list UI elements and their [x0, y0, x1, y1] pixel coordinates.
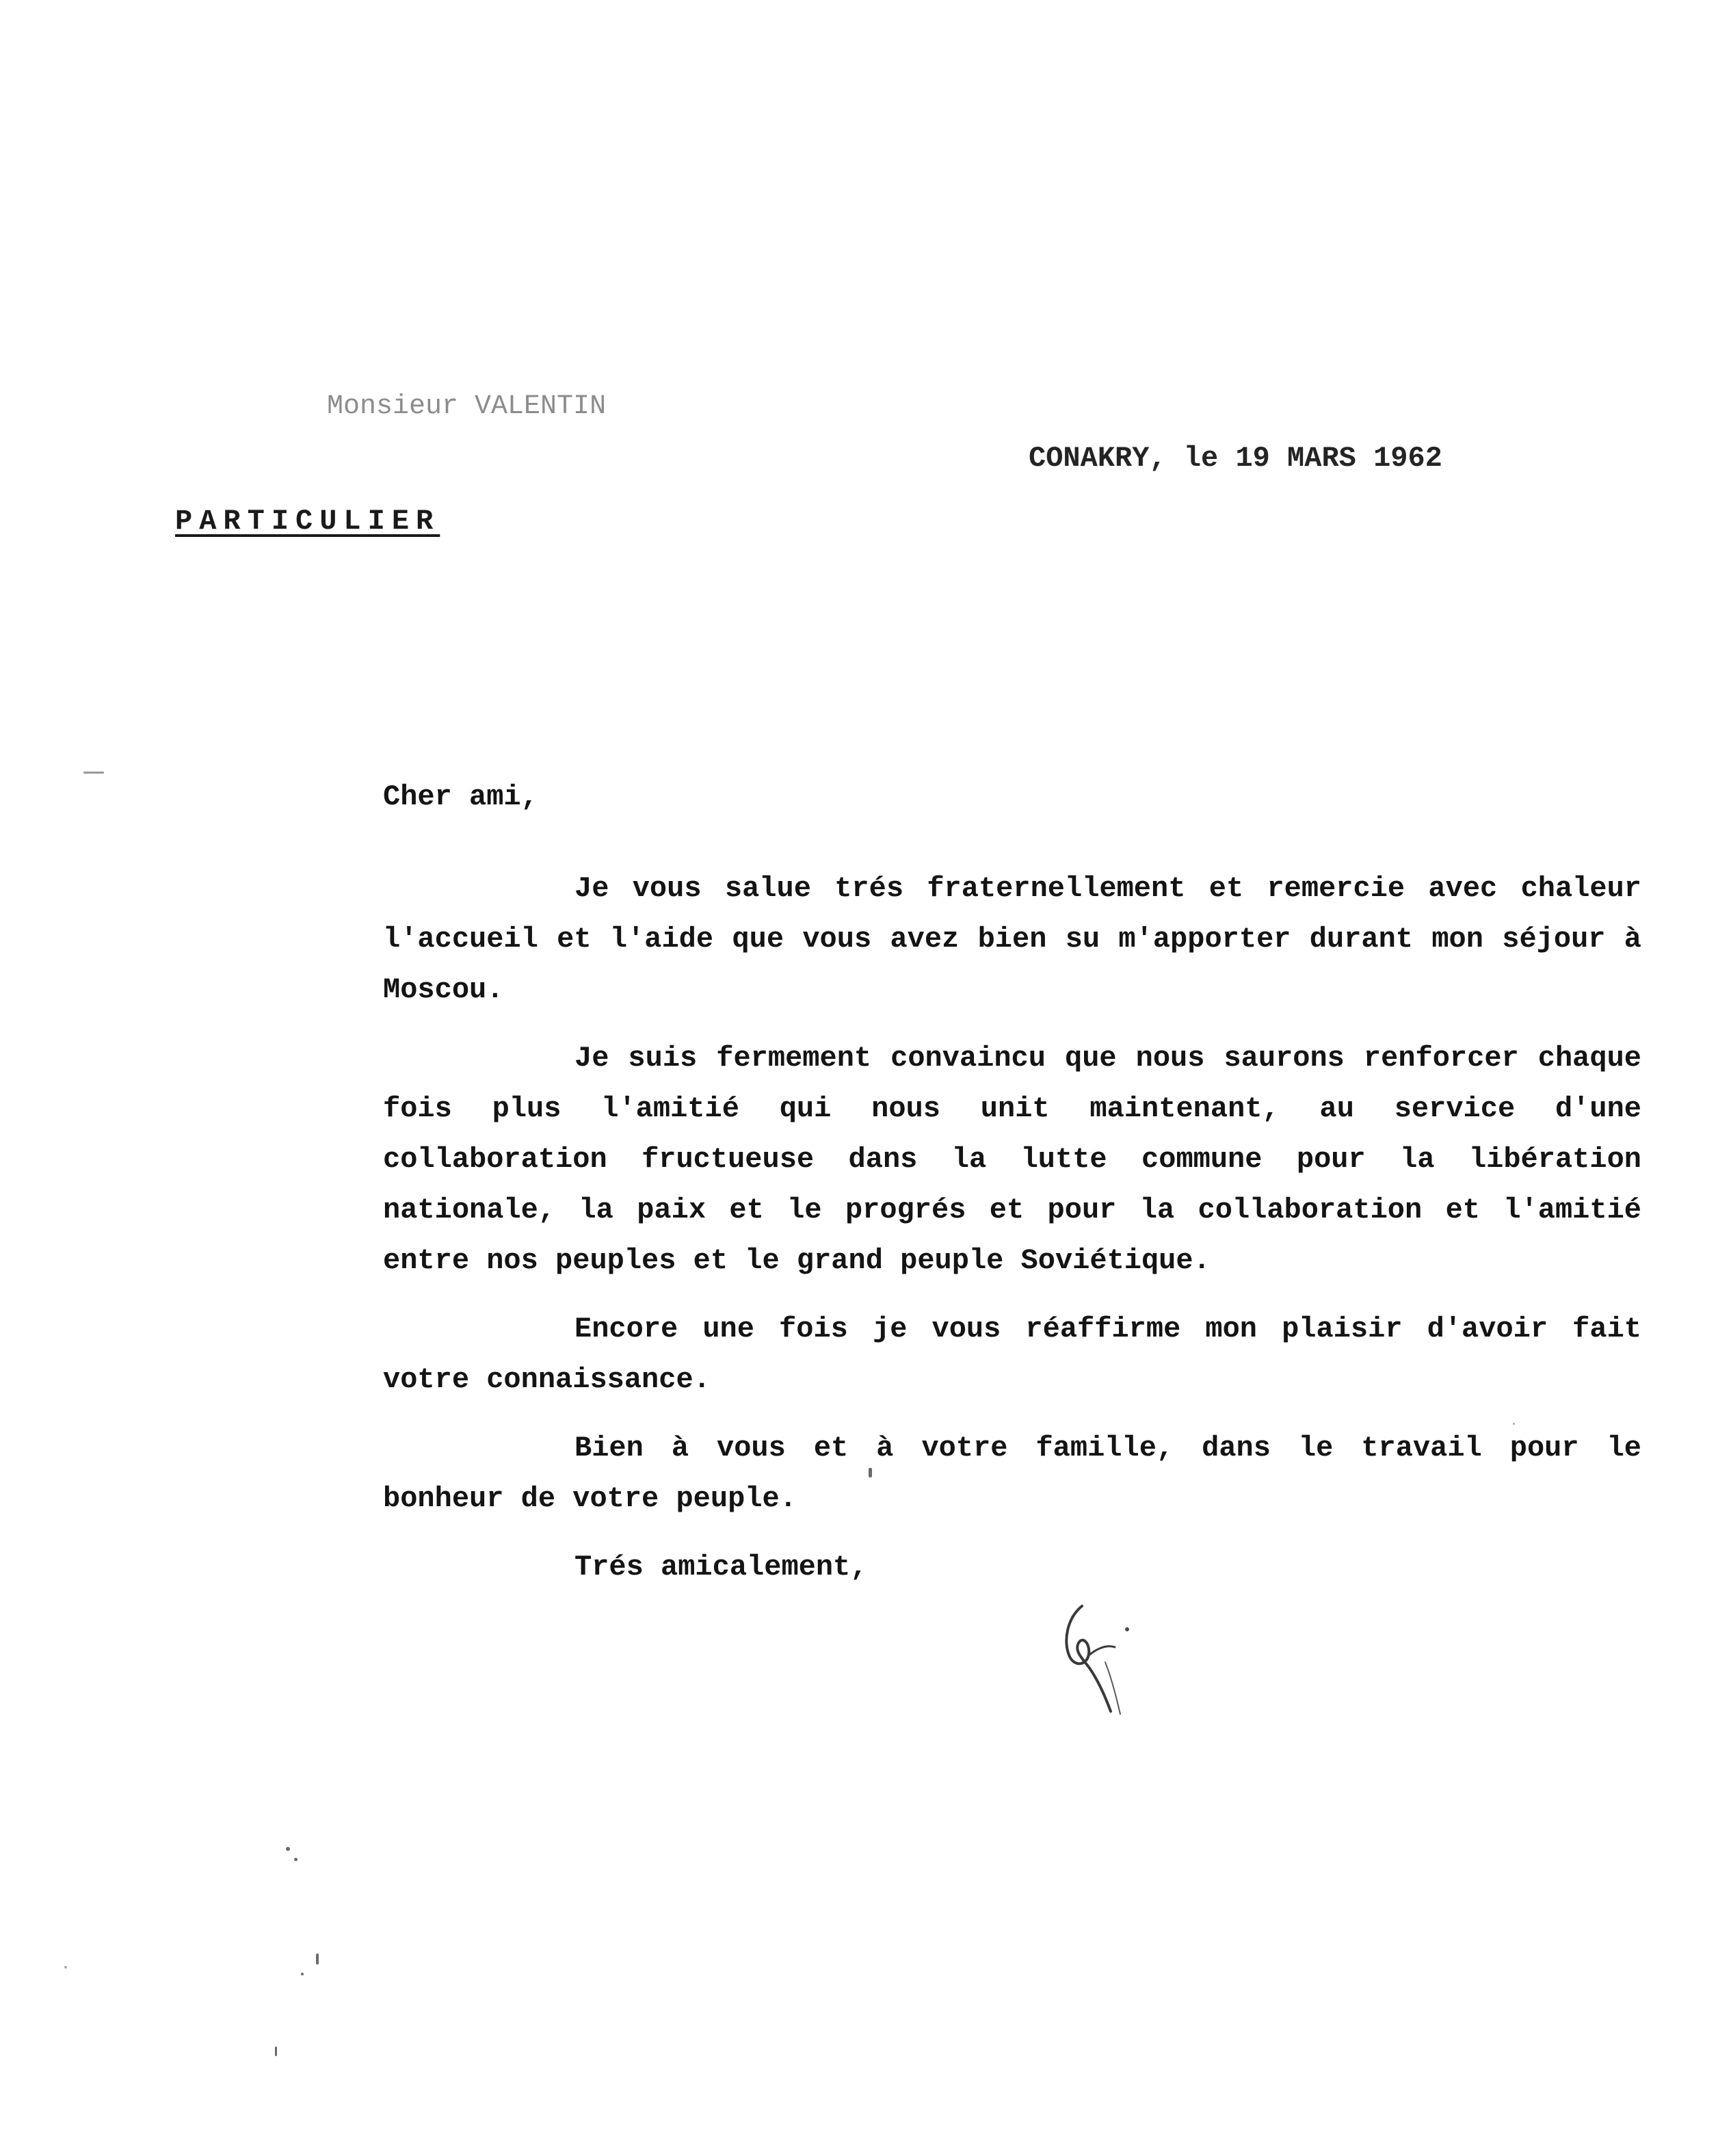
letter-body — [383, 772, 1641, 1592]
speck — [301, 1973, 304, 1975]
paragraph-2: Je suis fermement convaincu que nous saurons renforcer chaque fois plus l'amitié qui nous unit maintenant, au service d'une collaboration fructueuse dans la lutte commune pour la libération nationale, la paix et le progrés et pour la collaboration et l'amitié entre nos peuples et le grand peuple Soviétique. — [383, 1042, 1641, 1277]
closing: Trés amicalement, — [574, 1551, 868, 1583]
paragraph-3: Encore une fois je vous réaffirme mon plaisir d'avoir fait votre connaissance. — [383, 1313, 1641, 1396]
speck — [275, 2047, 277, 2056]
speck — [294, 1858, 298, 1861]
dateline: CONAKRY, le 19 MARS 1962 — [1029, 442, 1442, 475]
speck — [64, 1966, 67, 1969]
speck — [1513, 1423, 1515, 1425]
speck — [316, 1954, 319, 1964]
marking-particulier: PARTICULIER — [175, 505, 440, 538]
addressee: Monsieur VALENTIN — [327, 391, 607, 422]
speck — [83, 772, 104, 774]
salutation: Cher ami, — [383, 780, 538, 813]
speck — [286, 1847, 290, 1851]
signature — [1040, 1594, 1176, 1744]
paragraph-1: Je vous salue trés fraternellement et remercie avec chaleur l'accueil et l'aide que vous avez bien su m'apporter durant mon séjour à Moscou. — [383, 872, 1641, 1006]
speck — [869, 1468, 872, 1477]
paragraph-4: Bien à vous et à votre famille, dans le travail pour le bonheur de votre peuple. — [383, 1432, 1641, 1515]
